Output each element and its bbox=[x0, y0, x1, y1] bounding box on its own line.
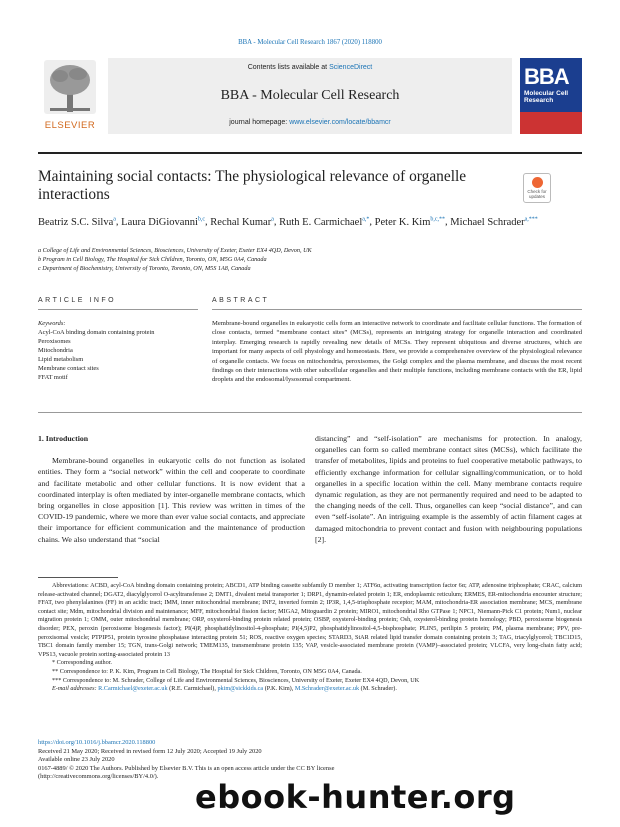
divider bbox=[38, 412, 582, 413]
masthead bbox=[38, 58, 582, 134]
affiliation: b Program in Cell Biology, The Hospital for Sick Children, Toronto, ON, M5G 0A4, Canada bbox=[38, 256, 267, 263]
received-dates: Received 21 May 2020; Received in revised form 12 July 2020; Accepted 19 July 2020 bbox=[38, 747, 262, 755]
check-updates-label: Check for updates bbox=[527, 189, 547, 199]
cover-image bbox=[520, 112, 582, 134]
paragraph: Membrane-bound organelles in eukaryotic cells do not function as isolated entities. They form a “social network” within the cell and cooperate to coordinate and facilitate metabolic and other cellular functions. It is now evident that a coordinated interplay is often mediated by inter-organelle membrane contacts, which bring organelles in close apposition [1]. This review was written in times of the COVID-19 pandemic, where we more than ever value social contacts, and appreciate their importance for efficient communication and the maintenance of production chains. We also understand that “social bbox=[38, 456, 305, 544]
tree-logo-icon bbox=[44, 60, 96, 114]
email-link[interactable]: R.Carmichael@exeter.ac.uk bbox=[98, 685, 168, 693]
homepage-prefix: journal homepage: bbox=[229, 119, 290, 126]
crossmark-icon bbox=[532, 177, 543, 188]
keyword: Membrane contact sites bbox=[38, 365, 99, 372]
divider bbox=[212, 309, 582, 310]
journal-name: BBA - Molecular Cell Research bbox=[220, 88, 400, 103]
email-link[interactable]: pkim@sickkids.ca bbox=[217, 685, 264, 693]
footnote: *** Correspondence to: M. Schrader, College of Life and Environmental Sciences, Biosciences, University of Exeter, Exeter EX4 4QD, Devon, UK bbox=[52, 676, 420, 684]
journal-cover[interactable] bbox=[520, 58, 582, 134]
author[interactable]: Michael Schrader$^{a,***}$ bbox=[450, 216, 538, 228]
author[interactable]: Laura DiGiovanni$^{b,c}$ bbox=[121, 216, 206, 228]
online-date: Available online 23 July 2020 bbox=[38, 756, 115, 764]
elsevier-logo[interactable] bbox=[38, 58, 102, 134]
article-footer bbox=[38, 739, 582, 782]
paragraph: distancing” and “self-isolation” are mechanisms for protection. In analogy, organelles can form so called membrane contact sites (MCSs), which facilitate the transfer of metabolites, lipids and proteins to fuel cooperative metabolic pathways, to efficiently exchange information for cellular signalling/communication, or to hold organelles in a specific location within the cell. Many membrane contacts require dynamic regulation, as they are not permanently required and need to be adapted to the changing needs of the cell. Thus, organelles can keep “social distance”, and can even “self-isolate”. An intriguing example is the assembly of actin filament cages at damaged mitochondria to prevent contact and fusion with neighbouring populations [2]. bbox=[315, 434, 582, 544]
body-column-left bbox=[38, 433, 305, 545]
license-url[interactable]: (http://creativecommons.org/licenses/BY/4.0/). bbox=[38, 773, 159, 781]
footnote: * Corresponding author. bbox=[52, 659, 112, 667]
footnote-rule bbox=[38, 577, 118, 578]
abstract-heading: ABSTRACT bbox=[212, 297, 270, 304]
cover-subtitle: Molecular Cell Research bbox=[524, 90, 569, 104]
keyword: Acyl-CoA binding domain containing protein bbox=[38, 329, 155, 336]
journal-citation[interactable]: BBA - Molecular Cell Research 1867 (2020) 118800 bbox=[238, 39, 382, 46]
affiliations bbox=[38, 246, 578, 273]
check-for-updates-button[interactable] bbox=[523, 173, 551, 203]
section-heading: 1. Introduction bbox=[38, 434, 89, 443]
article-info-heading: ARTICLE INFO bbox=[38, 297, 117, 304]
homepage-line bbox=[108, 119, 512, 126]
homepage-link[interactable]: www.elsevier.com/locate/bbamcr bbox=[289, 119, 391, 126]
affiliation: a College of Life and Environmental Sciences, Biosciences, University of Exeter, Exeter EX4 4QD, Devon, UK bbox=[38, 247, 312, 254]
header-rule bbox=[38, 152, 582, 154]
keywords-label: Keywords: bbox=[38, 320, 66, 327]
keyword: FFAT motif bbox=[38, 374, 68, 381]
article-title: Maintaining social contacts: The physiological relevance of organelle interactions bbox=[38, 168, 467, 203]
abbreviations: Abbreviations: ACBD, acyl-CoA binding domain containing protein; ABCD1, ATP binding cassette subfamily D member 1; ATF6α, activating transcription factor 6α; ATP, adenosine triphosphate; CRAC, calcium release-activated channel; DGAT2, diacylglycerol O-acyltransferase 2; DMT1, divalent metal transporter 1; DRP1, dynamin-related protein 1; ER, endoplasmic reticulum; ERMES, ER-mitochondria encounter structure; FFAT, two phenylalanines (FF) in an acidic tract; IMM, inner mitochondrial membrane; INF2, inverted formin 2; IP3R, 1,4,5-trisphosphate receptor; MAM, mitochondria-ER association membrane; MCS, membrane contact site; Mdm, mitochondrial division and maintenance; MFF, mitochondrial fission factor; MIGA2, Mitoguardin 2 protein; MIRO1, mitochondrial Rho GTPase 1; NPC1, Niemann-Pick C1 protein; Num1, nuclear migration protein 1; OMM, outer mitochondrial membrane; ORP, oxysterol-binding protein related protein; OSBP, oxysterol-binding protein; Osh, oxysterol-binding protein homology; PBD, peroxisome biogenesis disorder; PEX, peroxin (peroxisome biogenesis factor); PI(4)P, phosphatidylinositol-4-phosphate; PI(4,5)P2, phosphatidylinositol-4,5-bisphosphate; PLIN5, perilipin 5 protein; PM, plasma membrane; PPV, pre-peroxisomal vesicle; PTPIP51, protein tyrosine phosphatase interacting protein 51; ROS, reactive oxygen species; STARD3, StAR related lipid transfer domain containing protein 3; TAG, triacylglycerol; TBC1D15, TBC1 domain family member 15; TGN, trans-Golgi network; TMEM135, transmembrane protein 135; VAP, vesicle-associated membrane protein (VAMP)–associated protein; VLCFA, very long-chain fatty acid; VPS13, vacuole protein sorting-associated protein 13 bbox=[38, 582, 582, 658]
contents-line bbox=[108, 64, 512, 71]
abstract-text: Membrane-bound organelles in eukaryotic cells form an interactive network to coordinate and facilitate cellular functions. The formation of close contacts, termed “membrane contact sites” (MCSs), represents an intriguing strategy for organelle interaction and coordinated interplay. Emerging research is rapidly revealing new details of MCSs. They represent ubiquitous and diverse structures, which are important for many aspects of cell physiology and homeostasis. Here, we provide a comprehensive overview of the physiological relevance of organelle contacts. We focus on mitochondria, peroxisomes, the Golgi complex and the plasma membrane, and discuss the most recent findings on their interactions with other subcellular organelles and their multiple functions, including membrane contacts with the ER, lipid droplets and the endosomal/lysosomal compartment. bbox=[212, 320, 582, 384]
keywords-block bbox=[38, 319, 188, 382]
publisher-logo-text: ELSEVIER bbox=[44, 120, 96, 131]
author[interactable]: Peter K. Kim$^{b,c,**}$ bbox=[374, 216, 446, 228]
email-link[interactable]: M.Schrader@exeter.ac.uk bbox=[294, 685, 360, 693]
cover-title: BBA bbox=[524, 64, 569, 89]
doi-link[interactable]: https://doi.org/10.1016/j.bbamcr.2020.118800 bbox=[38, 739, 156, 746]
journal-banner bbox=[108, 58, 512, 134]
author-list: Beatriz S.C. Silva$^a$, Laura DiGiovanni$^{b,c}$, Rechal Kumar$^a$, Ruth E. Carmichael$^{a,*}$, Peter K. Kim$^{b,c,**}$, Michael Schrader$^{a,***}$ bbox=[38, 216, 538, 228]
footnote: ** Correspondence to: P. K. Kim, Program in Cell Biology, The Hospital for Sick Children, Toronto, ON M5G 0A4, Canada. bbox=[52, 667, 362, 675]
sciencedirect-link[interactable]: ScienceDirect bbox=[329, 64, 373, 71]
author[interactable]: Beatriz S.C. Silva$^a$ bbox=[38, 216, 116, 228]
keyword: Lipid metabolism bbox=[38, 356, 84, 363]
body-column-right bbox=[315, 433, 582, 545]
contents-prefix: Contents lists available at bbox=[247, 64, 330, 71]
email-line: E-mail addresses: R.Carmichael@exeter.ac.uk (R.E. Carmichael), pkim@sickkids.ca (P.K. Kim), M.Schrader@exeter.ac.uk (M. Schrader). bbox=[52, 685, 397, 693]
keyword: Mitochondria bbox=[38, 347, 73, 354]
author[interactable]: Ruth E. Carmichael$^{a,*}$ bbox=[279, 216, 370, 228]
divider bbox=[38, 309, 198, 310]
author[interactable]: Rechal Kumar$^a$ bbox=[210, 216, 274, 228]
watermark: ebook-hunter.org bbox=[195, 778, 516, 816]
footnotes bbox=[38, 582, 582, 694]
affiliation: c Department of Biochemistry, University of Toronto, Toronto, ON, M5S 1A8, Canada bbox=[38, 265, 251, 272]
license: 0167-4889/ © 2020 The Authors. Published by Elsevier B.V. This is an open access article under the CC BY license bbox=[38, 764, 335, 772]
keyword: Peroxisomes bbox=[38, 338, 71, 345]
